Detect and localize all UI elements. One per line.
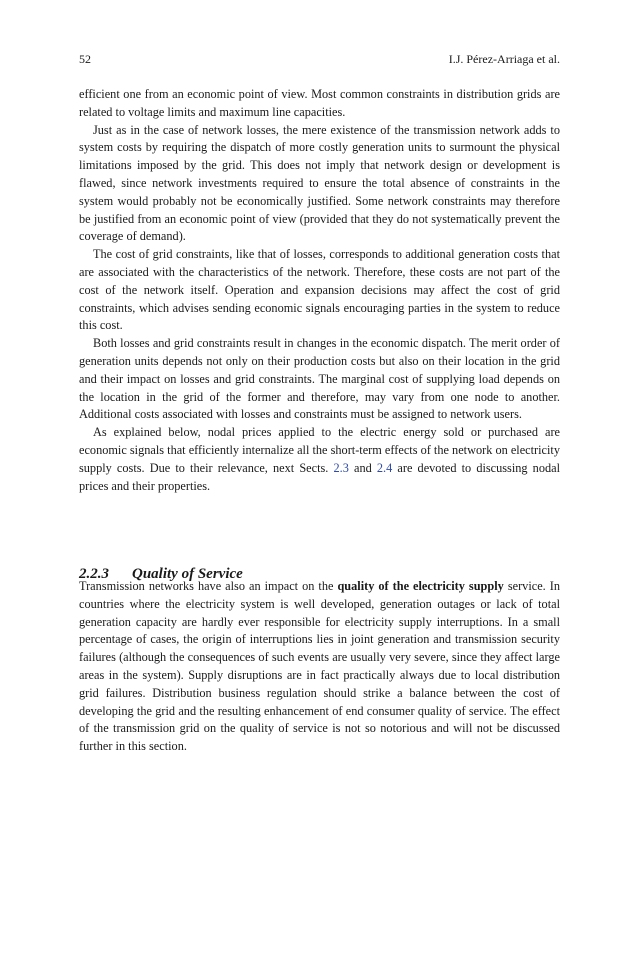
paragraph: efficient one from an economic point of view. Most common constraints in distribution grids are related to voltage limits and maximum line capacities. bbox=[79, 87, 560, 119]
paragraph-text: service. In countries where the electricity system is well developed, generation outages or lack of total generation capacity are hardly ever responsible for electricity supply interruptions. In a small percentage of cases, the origin of interruptions lies in joint generation and transmission security failures (although the consequences of such events are usually very severe, since they affect large areas in the system). Supply disruptions are in fact practically always due to local distribution grid failures. Distribution business regulation should strike a balance between the cost of developing the grid and the resulting enhancement of end consumer quality of service. The effect of the transmission grid on the quality of service is not so notorious and will not be discussed further in this section. bbox=[79, 579, 560, 754]
paragraph bbox=[79, 424, 560, 495]
section-link[interactable]: 2.4 bbox=[376, 460, 393, 475]
section-body bbox=[79, 578, 560, 756]
body-text bbox=[79, 86, 560, 495]
section-link[interactable]: 2.3 bbox=[333, 460, 349, 475]
paragraph: Just as in the case of network losses, the mere existence of the transmission network adds to system costs by requiring the dispatch of more costly generation units to surmount the physical limitations imposed by the grid. This does not imply that network design or development is flawed, since network investments required to ensure the total absence of constraints in the system would probably not be economically justified. Some network constraints may therefore be justified from an economic point of view (provided that they do not systematically prevent the coverage of demand). bbox=[79, 122, 560, 244]
paragraph-text: and bbox=[348, 460, 377, 475]
bold-term: quality of the electricity supply bbox=[337, 579, 504, 593]
paragraph-text: Transmission networks have also an impact on the bbox=[79, 579, 338, 593]
paragraph: The cost of grid constraints, like that of losses, corresponds to additional generation costs that are associated with the characteristics of the network. Therefore, these costs are not part of the cost of the network itself. Operation and expansion decisions may affect the cost of grid constraints, which advises sending economic signals encouraging parties in the system to reduce this cost. bbox=[79, 247, 560, 333]
paragraph-text: As explained below, nodal prices applied to the electric energy sold or purchased are economic signals that efficiently internalize all the short-term effects of the network on electricity supply costs. Due to their relevance, next Sects. bbox=[79, 425, 560, 475]
page-number: 52 bbox=[79, 52, 91, 66]
running-head: I.J. Pérez-Arriaga et al. bbox=[448, 52, 560, 66]
paragraph: Both losses and grid constraints result in changes in the economic dispatch. The merit order of generation units depends not only on their production costs but also on their location in the grid and their impact on losses and grid constraints. The marginal cost of supplying load depends on the location in the grid of the former and therefore, may vary from one node to another. Additional costs associated with losses and constraints must be assigned to network users. bbox=[79, 336, 560, 422]
page-header bbox=[79, 52, 560, 68]
paragraph-text: are devoted to discussing nodal prices and their properties. bbox=[79, 460, 561, 493]
section-number: 2.2.3 bbox=[79, 566, 109, 582]
section-title: Quality of Service bbox=[132, 566, 243, 582]
paragraph bbox=[79, 578, 560, 756]
